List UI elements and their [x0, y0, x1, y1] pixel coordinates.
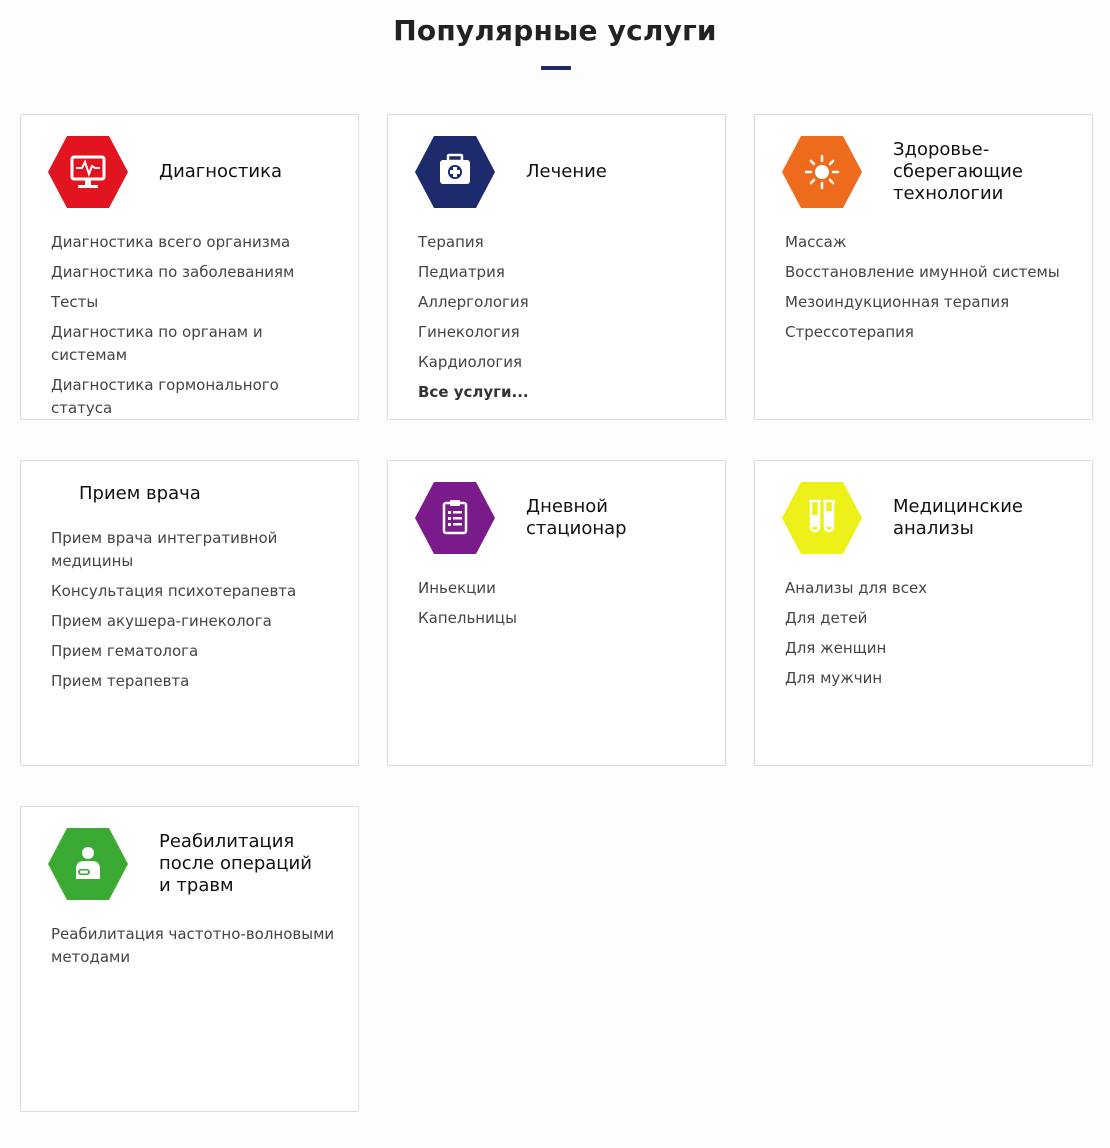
service-link[interactable]: Для женщин — [785, 639, 887, 657]
service-link[interactable]: Восстановление имунной системы — [785, 263, 1060, 281]
card-title[interactable]: Лечение — [526, 161, 607, 182]
service-link[interactable]: Для детей — [785, 609, 868, 627]
service-link[interactable]: Аллергология — [418, 293, 529, 311]
card-title[interactable]: Дневной стационар — [526, 496, 627, 539]
service-card-lab-tests — [754, 460, 1093, 766]
service-card-doctor-visit — [20, 460, 359, 766]
service-link[interactable]: Диагностика всего организма — [51, 233, 291, 251]
sun-icon — [781, 135, 863, 209]
service-list — [418, 231, 708, 411]
service-list — [51, 923, 341, 976]
all-services-link[interactable]: Все услуги... — [418, 383, 529, 401]
card-title[interactable]: Реабилитация после операций и травм — [159, 831, 312, 896]
service-link[interactable]: Диагностика гормонального статуса — [51, 376, 279, 417]
service-link[interactable]: Иньекции — [418, 579, 496, 597]
service-link[interactable]: Реабилитация частотно-волновыми методами — [51, 925, 335, 966]
service-link[interactable]: Для мужчин — [785, 669, 883, 687]
monitor-icon — [47, 135, 129, 209]
clipboard-icon — [414, 481, 496, 555]
service-link[interactable]: Прием врача интегративной медицины — [51, 529, 278, 570]
test-tubes-icon — [781, 481, 863, 555]
service-link[interactable]: Капельницы — [418, 609, 517, 627]
service-card-day-hospital — [387, 460, 726, 766]
service-link[interactable]: Кардиология — [418, 353, 523, 371]
service-link[interactable]: Диагностика по органам и системам — [51, 323, 263, 364]
service-card-treatment — [387, 114, 726, 420]
service-card-rehabilitation — [20, 806, 359, 1112]
service-link[interactable]: Консультация психотерапевта — [51, 582, 297, 600]
service-link[interactable]: Прием терапевта — [51, 672, 190, 690]
card-title[interactable]: Здоровье-сберегающие технологии — [893, 139, 1023, 204]
service-link[interactable]: Массаж — [785, 233, 847, 251]
service-link[interactable]: Анализы для всех — [785, 579, 928, 597]
service-list — [785, 231, 1075, 351]
card-title[interactable]: Медицинские анализы — [893, 496, 1024, 539]
service-link[interactable]: Мезоиндукционная терапия — [785, 293, 1010, 311]
service-link[interactable]: Прием гематолога — [51, 642, 199, 660]
service-link[interactable]: Педиатрия — [418, 263, 505, 281]
service-link[interactable]: Тесты — [51, 293, 99, 311]
service-link[interactable]: Диагностика по заболеваниям — [51, 263, 295, 281]
medkit-icon — [414, 135, 496, 209]
card-title[interactable]: Прием врача — [79, 483, 201, 504]
patient-icon — [47, 827, 129, 901]
service-list — [51, 527, 341, 700]
section-title: Популярные услуги — [393, 14, 717, 47]
service-link[interactable]: Стрессотерапия — [785, 323, 914, 341]
service-link[interactable]: Терапия — [418, 233, 484, 251]
title-underline — [541, 66, 571, 70]
service-list — [51, 231, 341, 427]
service-card-diagnostics — [20, 114, 359, 420]
card-title[interactable]: Диагностика — [159, 161, 283, 182]
service-link[interactable]: Прием акушера-гинеколога — [51, 612, 272, 630]
service-list — [418, 577, 708, 637]
service-link[interactable]: Гинекология — [418, 323, 520, 341]
service-list — [785, 577, 1075, 697]
service-card-health-tech — [754, 114, 1093, 420]
